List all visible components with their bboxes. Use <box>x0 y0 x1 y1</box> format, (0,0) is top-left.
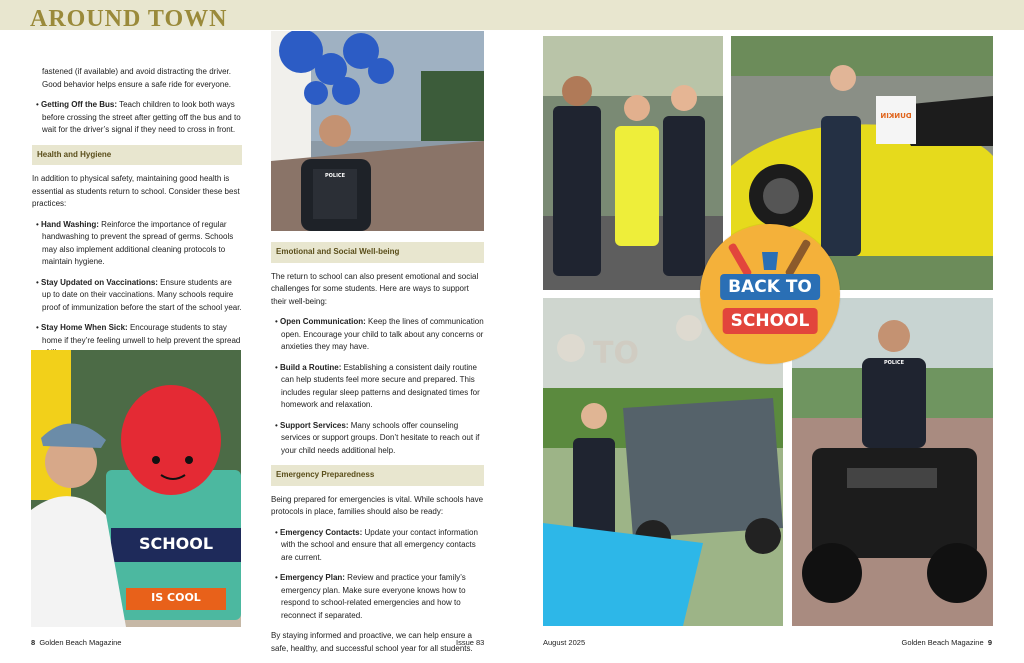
health-intro: In addition to physical safety, maintaining good health is essential as students return to school. Consider these best practices: <box>32 174 240 208</box>
badge-line-2: SCHOOL <box>723 308 818 334</box>
issue-label: Issue 83 <box>456 638 485 647</box>
section-title: AROUND TOWN <box>30 6 228 32</box>
emergency-intro: Being prepared for emergencies is vital. While schools have protocols in place, families should also be ready: <box>271 494 484 516</box>
list-item: • Build a Routine: Establishing a consistent daily routine can help students feel more secure and prepared. This includes regular sleep patterns and designated times for homework and relaxation. <box>275 362 480 409</box>
dunkin-bag-text: DUNKIN <box>880 112 912 120</box>
health-heading: Health and Hygiene <box>32 145 242 166</box>
list-item: • Emergency Plan: Review and practice your family’s emergency plan. Make sure everyone knows how to respond to school-related emergencies and how to reconnect if separated. <box>275 573 466 620</box>
emotional-intro: The return to school can also present emotional and social challenges for some students. Here are ways to support their well-being: <box>271 271 479 306</box>
emergency-heading: Emergency Preparedness <box>271 465 484 486</box>
bullet-text: Teach children to look both ways before crossing the street after getting off the bus and to wait for the driver’s signal if they need to cross in front. <box>42 100 241 134</box>
bullet-text: Reinforce the importance of regular handwashing to prevent the spread of germs. Schools may also implement additional cleaning protocols to maintain hygiene. <box>42 219 234 266</box>
bullet-label: Emergency Contacts: <box>280 527 363 537</box>
magazine-name-left: Golden Beach Magazine <box>39 638 122 647</box>
bullet-text: Keep the lines of communication open. Encourage your child to talk about any concerns or anxieties they may have. <box>281 317 484 351</box>
page-number-right: 9 <box>987 638 992 647</box>
to-sign-text: TO <box>593 336 639 371</box>
back-to-school-badge <box>700 224 840 364</box>
list-item: • Stay Updated on Vaccinations: Ensure students are up to date on their vaccinations. Many schools require proof of immunization before the start of the school year. <box>36 277 242 312</box>
mascot-sign-text-lower: IS COOL <box>151 591 201 604</box>
bullet-label: Emergency Plan: <box>280 573 345 582</box>
bullet-text: Update your contact information with the school and ensure that all emergency contacts are current. <box>281 527 478 562</box>
bullet-text: Establishing a consistent daily routine can help students feel more secure and prepared. This includes regular sleep patterns and designated times for homework and relaxation. <box>281 362 480 409</box>
bullet-label: Stay Updated on Vaccinations: <box>41 277 158 287</box>
list-item: • Stay Home When Sick: Encourage students to stay home if they’re feeling unwell to help prevent the spread <box>32 322 242 360</box>
bullet-label: Build a Routine: <box>280 362 342 372</box>
bullet-text: Many schools offer counseling services or support groups. Don’t hesitate to reach out if your child needs additional help. <box>281 420 480 455</box>
footer-right <box>902 638 992 647</box>
bullet-label: Open Communication: <box>280 317 366 326</box>
mascot-sign-text: SCHOOL <box>138 534 214 553</box>
list-item: • Support Services: Many schools offer counseling services or support groups. Don’t hesitate to reach out if your child needs additional help. <box>275 420 480 455</box>
vest-text: POLICE <box>324 173 346 179</box>
list-item: • Hand Washing: Reinforce the importance of regular handwashing to prevent the spread of germs. Schools may also implement additional cleaning protocols to maintain hygiene. <box>36 219 234 266</box>
bullet-text: Ensure students are up to date on their vaccinations. Many schools require proof of immunization before the start of the school year. <box>42 277 242 312</box>
footer-left <box>31 638 121 647</box>
photo-officer-balloons <box>271 31 484 231</box>
page-number-left: 8 <box>31 638 36 647</box>
magazine-name-right: Golden Beach Magazine <box>901 638 984 647</box>
bullet-label: Getting Off the Bus: <box>41 100 118 109</box>
left-text-column <box>32 66 242 368</box>
middle-text-column <box>271 242 484 663</box>
bus-bullet: • Getting Off the Bus: Teach children to look both ways before crossing the street after getting off the bus and to wait for the driver’s signal if they need to cross in front. <box>36 100 241 134</box>
badge-line-1: BACK TO <box>720 274 820 300</box>
list-item: • Emergency Contacts: Update your contact information with the school and ensure that all emergency contacts are current. <box>275 527 478 562</box>
list-item: • Open Communication: Keep the lines of communication open. Encourage your child to talk about any concerns or anxieties they may have. <box>275 317 484 351</box>
emotional-heading: Emotional and Social Well-being <box>271 242 484 263</box>
photo-mascot-selfie <box>31 350 241 627</box>
bullet-label: Stay Home When Sick: <box>41 323 128 332</box>
atv-vest-text: POLICE <box>883 360 905 366</box>
date-label: August 2025 <box>543 638 586 647</box>
bullet-label: Support Services: <box>280 420 349 430</box>
photo-three-officers <box>543 36 723 290</box>
bullet-label: Hand Washing: <box>41 219 99 229</box>
bullet-text: Review and practice your family’s emergency plan. Make sure everyone knows how to respond to school-related emergencies and how to reconnect if separated. <box>281 573 466 620</box>
bullet-text: Encourage students to stay home if they’re feeling unwell to help prevent the spread <box>42 323 241 345</box>
intro-continuation: fastened (if available) and avoid distracting the driver. Good behavior helps ensure a safe ride for everyone. <box>42 67 232 89</box>
closing-paragraph: By staying informed and proactive, we can help ensure a safe, healthy, and successful school year for all students. <box>271 631 473 653</box>
